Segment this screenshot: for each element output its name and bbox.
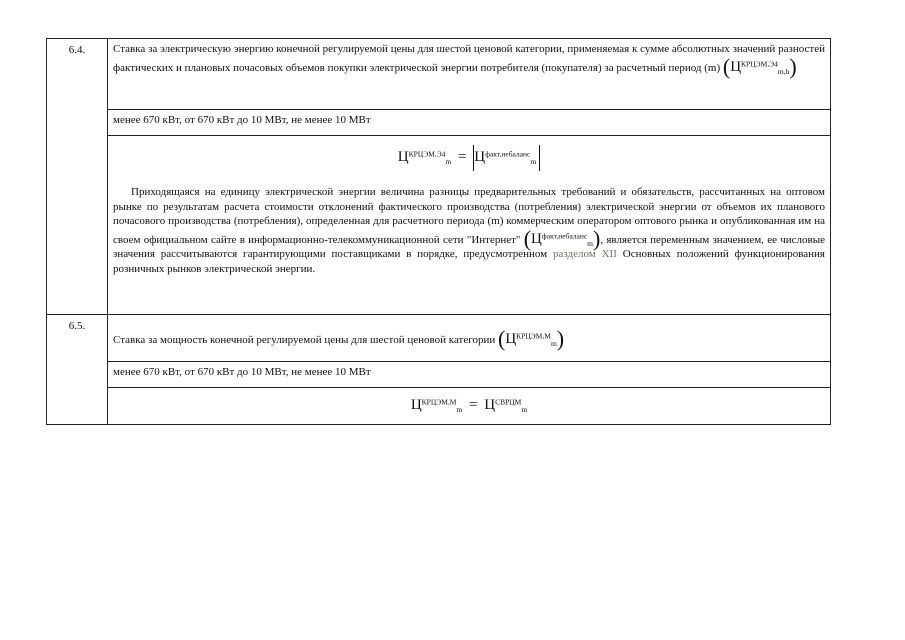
table-row: [47, 39, 831, 110]
main-formula: $Ц^{КРЦЭМ,М}_m = Ц^{СВРЦМ}_m$: [108, 388, 831, 425]
power-range: менее 670 кВт, от 670 кВт до 10 МВт, не менее 10 МВт: [108, 110, 831, 136]
row-number: 6.4.: [47, 39, 108, 315]
tariff-table: [46, 38, 831, 425]
description-formula: $(Ц^{факт,небаланс}_m)$: [523, 225, 601, 251]
table-row: [47, 388, 831, 425]
section-xii-link[interactable]: разделом XII: [553, 248, 617, 260]
rate-description: Приходящаяся на единицу электрической энергии величина разницы предварительных требований и обязательств, рассчитанных на оптовом рынке по результатам расчета стоимости отклонений фактического производства (потребления) электрической энергии от объемов их планового почасового производства (потребления), определенная для расчетного периода (m) коммерческим оператором оптового рынка и опубликованная им на своем официальном сайте в информационно-телекоммуникационной сети "Интернет" $(Ц^{факт,небаланс}_m)$, является переменным значением, ее числовые значения рассчитываются гарантирующими поставщиками в порядке, предусмотренном разделом XII Основных положений функционирования розничных рынков электрической энергии.: [113, 186, 825, 275]
table-row: [47, 110, 831, 136]
rate-title-cell: [108, 315, 831, 362]
rate-title-text: Ставка за электрическую энергию конечной регулируемой цены для шестой ценовой категории, применяемая к сумме абсолютных значений разностей фактических и плановых почасовых объемов покупки электрической энергии потребителя (покупателя) за расчетный период (m): [113, 43, 825, 74]
title-formula: $(Ц^{КРЦЭМ,М}_m)$: [498, 325, 565, 351]
rate-title-cell: [108, 39, 831, 110]
table-row: [47, 315, 831, 362]
table-row: [47, 136, 831, 315]
title-formula: $(Ц^{КРЦЭМ,Э4}_{m,h})$: [722, 53, 797, 79]
main-formula: $Ц^{КРЦЭМ,Э4}_m = Ц^{факт,небаланс}_m$: [113, 139, 825, 185]
power-range: менее 670 кВт, от 670 кВт до 10 МВт, не менее 10 МВт: [108, 362, 831, 388]
rate-title-text: Ставка за мощность конечной регулируемой цены для шестой ценовой категории: [113, 333, 496, 346]
table-row: [47, 362, 831, 388]
row-number: 6.5.: [47, 315, 108, 425]
formula-description-cell: [108, 136, 831, 315]
